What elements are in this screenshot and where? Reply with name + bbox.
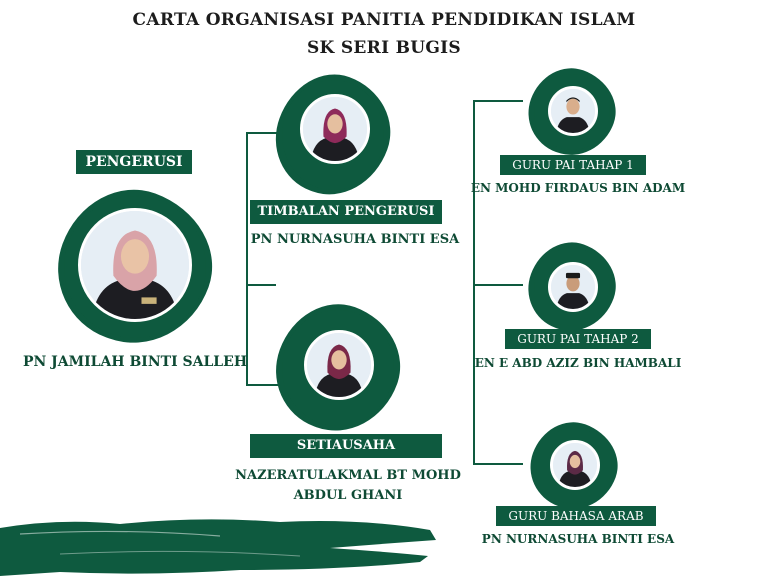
teacher-1-photo bbox=[534, 74, 610, 150]
chart-subtitle: SK SERI BUGIS bbox=[306, 38, 462, 58]
secretary-name-line-1: NAZERATULAKMAL BT MOHD bbox=[235, 468, 461, 483]
secretary-name-line-2: ABDUL GHANI bbox=[293, 488, 403, 503]
teacher-2-avatar-icon bbox=[551, 265, 595, 309]
secretary-photo bbox=[282, 310, 394, 426]
decorative-brush-stroke bbox=[0, 510, 440, 576]
teacher-2-name: EN E ABD AZIZ BIN HAMBALI bbox=[474, 356, 682, 370]
deputy-role-label: TIMBALAN PENGERUSI bbox=[250, 200, 442, 224]
connector-to-middle bbox=[246, 284, 276, 286]
connector-left-vertical bbox=[246, 132, 248, 385]
chair-role-label: PENGERUSI bbox=[76, 150, 192, 174]
connector-to-teacher-2 bbox=[473, 284, 523, 286]
teacher-1-avatar-icon bbox=[551, 89, 595, 133]
teacher-3-photo bbox=[536, 428, 612, 504]
teacher-3-role-label: GURU BAHASA ARAB bbox=[496, 506, 656, 526]
connector-right-vertical bbox=[473, 100, 475, 464]
chair-avatar-icon bbox=[81, 211, 189, 319]
deputy-avatar-icon bbox=[303, 97, 367, 161]
connector-to-teacher-3 bbox=[473, 463, 523, 465]
deputy-photo bbox=[282, 80, 384, 190]
teacher-2-role-label: GURU PAI TAHAP 2 bbox=[505, 329, 651, 349]
connector-to-teacher-1 bbox=[473, 100, 523, 102]
teacher-1-name: EN MOHD FIRDAUS BIN ADAM bbox=[470, 181, 686, 195]
secretary-avatar-icon bbox=[307, 333, 371, 397]
chart-title: CARTA ORGANISASI PANITIA PENDIDIKAN ISLAM bbox=[132, 10, 636, 30]
teacher-3-name: PN NURNASUHA BINTI ESA bbox=[481, 532, 675, 546]
teacher-3-avatar-icon bbox=[553, 443, 597, 487]
chair-name: PN JAMILAH BINTI SALLEH bbox=[22, 354, 248, 370]
connector-to-secretary bbox=[246, 384, 278, 386]
deputy-name: PN NURNASUHA BINTI ESA bbox=[250, 232, 460, 247]
secretary-role-label: SETIAUSAHA bbox=[250, 434, 442, 458]
connector-to-deputy bbox=[246, 132, 278, 134]
chair-photo bbox=[64, 196, 206, 338]
teacher-1-role-label: GURU PAI TAHAP 1 bbox=[500, 155, 646, 175]
teacher-2-photo bbox=[534, 248, 610, 326]
